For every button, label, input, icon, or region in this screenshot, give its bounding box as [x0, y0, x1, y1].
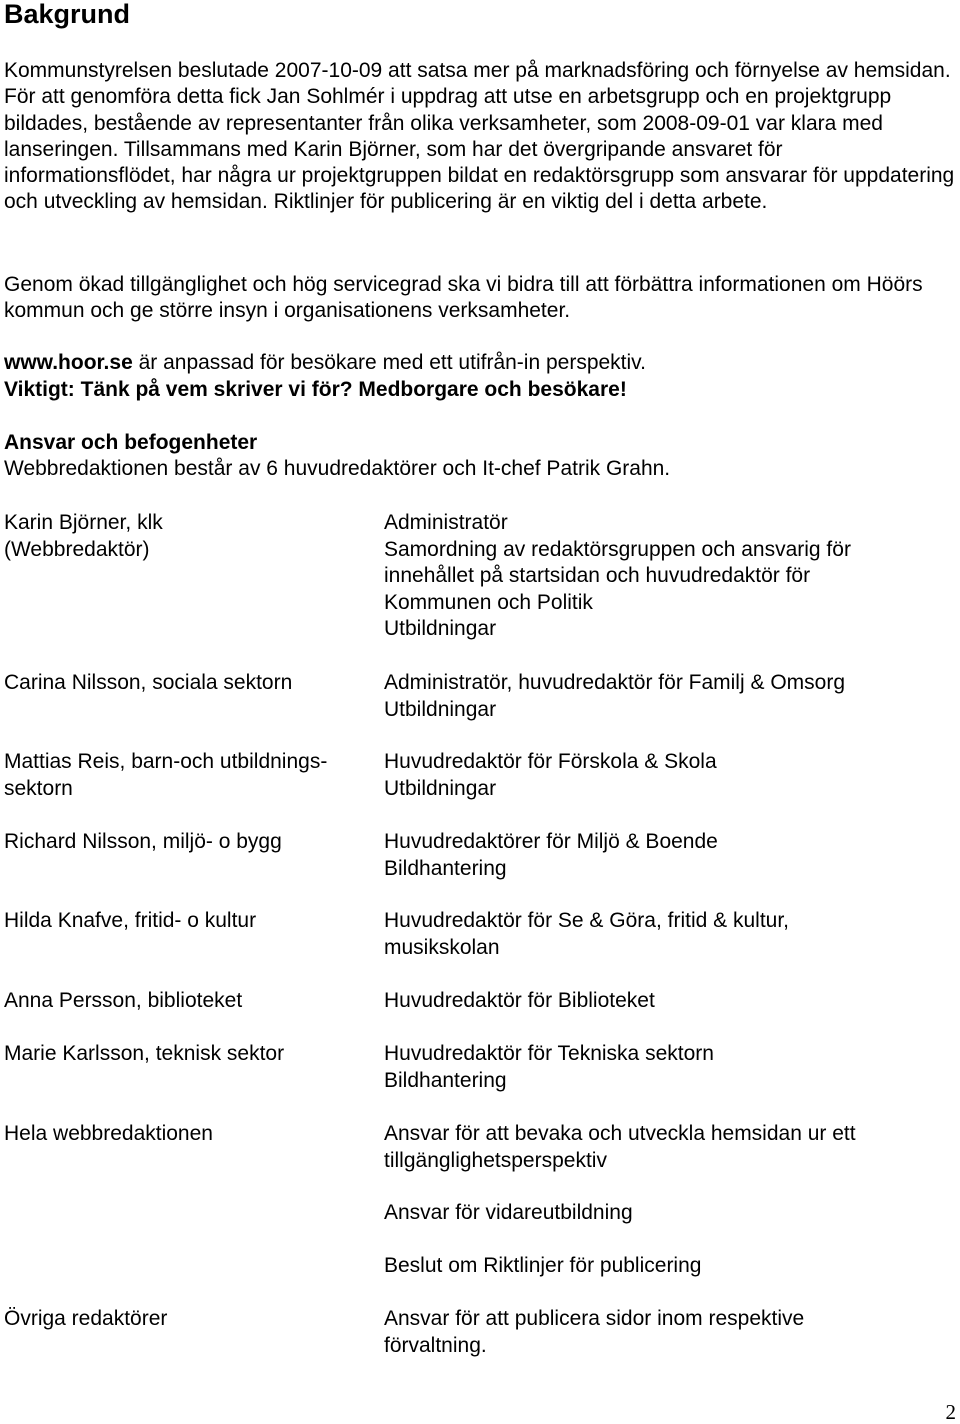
role-4-what — [384, 908, 944, 961]
role-who-line: Marie Karlsson, teknisk sektor — [4, 1042, 285, 1065]
role-who-line: Hilda Knafve, fritid- o kultur — [4, 909, 257, 932]
role-what-line: tillgänglighetsperspektiv — [384, 1148, 607, 1172]
role-what-line: Beslut om Riktlinjer för publicering — [384, 1254, 702, 1277]
role-what-line: Administratör, huvudredaktör för Familj & Omsorg — [384, 671, 845, 694]
role-what-line: Huvudredaktörer för Miljö & Boende — [384, 830, 718, 853]
role-what-line: Huvudredaktör för Se & Göra, fritid & kultur, — [384, 909, 790, 932]
role-10-who — [4, 1306, 349, 1333]
page-heading: Bakgrund — [4, 0, 131, 29]
role-what-line: Samordning av redaktörsgruppen och ansvarig för — [384, 537, 851, 561]
role-what-line: förvaltning. — [384, 1333, 487, 1357]
role-who-line: Mattias Reis, barn-och utbildnings- — [4, 750, 328, 773]
role-3-who — [4, 829, 349, 856]
accessibility-paragraph: Genom ökad tillgänglighet och hög servicegrad ska vi bidra till att förbättra informationen om Höörs kommun och ge större insyn i organisationens verksamheter. — [4, 273, 923, 323]
role-what-line: Utbildningar — [384, 776, 497, 800]
role-what-line: Bildhantering — [384, 1068, 507, 1092]
role-what-line: Ansvar för att bevaka och utveckla hemsidan ur ett — [384, 1122, 856, 1145]
role-5-what — [384, 988, 944, 1015]
page-number: 2 — [945, 1400, 956, 1424]
role-4-who — [4, 908, 349, 935]
role-6-who — [4, 1041, 349, 1068]
role-7-what — [384, 1121, 944, 1174]
important-note: Viktigt: Tänk på vem skriver vi för? Medborgare och besökare! — [4, 378, 627, 401]
role-1-who — [4, 670, 349, 697]
role-who-line: Karin Björner, klk — [4, 511, 163, 534]
role-who-line: Anna Persson, biblioteket — [4, 989, 243, 1012]
role-1-what — [384, 670, 944, 723]
website-url: www.hoor.se — [4, 351, 133, 374]
role-who-line: Carina Nilsson, sociala sektorn — [4, 671, 293, 694]
role-what-line: Administratör — [384, 511, 508, 534]
role-what-line: Utbildningar — [384, 697, 497, 721]
role-5-who — [4, 988, 349, 1015]
role-8-what — [384, 1200, 944, 1227]
role-0-what — [384, 510, 944, 643]
role-what-line: innehållet på startsidan och huvudredaktör för — [384, 564, 811, 587]
role-what-line: musikskolan — [384, 935, 500, 959]
role-who-line: Richard Nilsson, miljö- o bygg — [4, 830, 282, 853]
role-what-line: Kommunen och Politik — [384, 590, 593, 614]
role-10-what — [384, 1306, 944, 1359]
section-title: Ansvar och befogenheter — [4, 431, 258, 454]
role-0-who — [4, 510, 349, 563]
role-9-what — [384, 1253, 944, 1280]
role-what-line: Huvudredaktör för Biblioteket — [384, 989, 655, 1012]
role-what-line: Huvudredaktör för Tekniska sektorn — [384, 1042, 714, 1065]
role-2-who — [4, 749, 349, 802]
role-6-what — [384, 1041, 944, 1094]
role-2-what — [384, 749, 944, 802]
role-what-line: Ansvar för att publicera sidor inom respektive — [384, 1307, 805, 1330]
role-7-who — [4, 1121, 349, 1148]
role-what-line: Huvudredaktör för Förskola & Skola — [384, 750, 717, 773]
website-description: är anpassad för besökare med ett utifrån-in perspektiv. — [132, 351, 646, 374]
role-3-what — [384, 829, 944, 882]
website-line — [4, 350, 956, 376]
background-paragraph: Kommunstyrelsen beslutade 2007-10-09 att satsa mer på marknadsföring och förnyelse av hemsidan. För att genomföra detta fick Jan Sohlmér i uppdrag att utse en arbetsgrupp och en projektgrupp bildades, bestående av representanter från olika verksamheter, som 2008-09-01 var klara med lanseringen. Tillsammans med Karin Björner, som har det övergripande ansvaret för informationsflödet, har några ur projektgruppen bildat en redaktörsgrupp som ansvarar för uppdatering och utveckling av hemsidan. Riktlinjer för publicering är en viktig del i detta arbete. — [4, 59, 955, 214]
role-who-line: Övriga redaktörer — [4, 1307, 168, 1330]
role-who-line: sektorn — [4, 776, 73, 800]
role-what-line: Utbildningar — [384, 617, 497, 640]
section-intro: Webbredaktionen består av 6 huvudredaktörer och It-chef Patrik Grahn. — [4, 457, 671, 480]
role-what-line: Bildhantering — [384, 856, 507, 880]
role-what-line: Ansvar för vidareutbildning — [384, 1201, 633, 1224]
role-who-line: Hela webbredaktionen — [4, 1122, 213, 1145]
role-who-line: (Webbredaktör) — [4, 537, 150, 561]
